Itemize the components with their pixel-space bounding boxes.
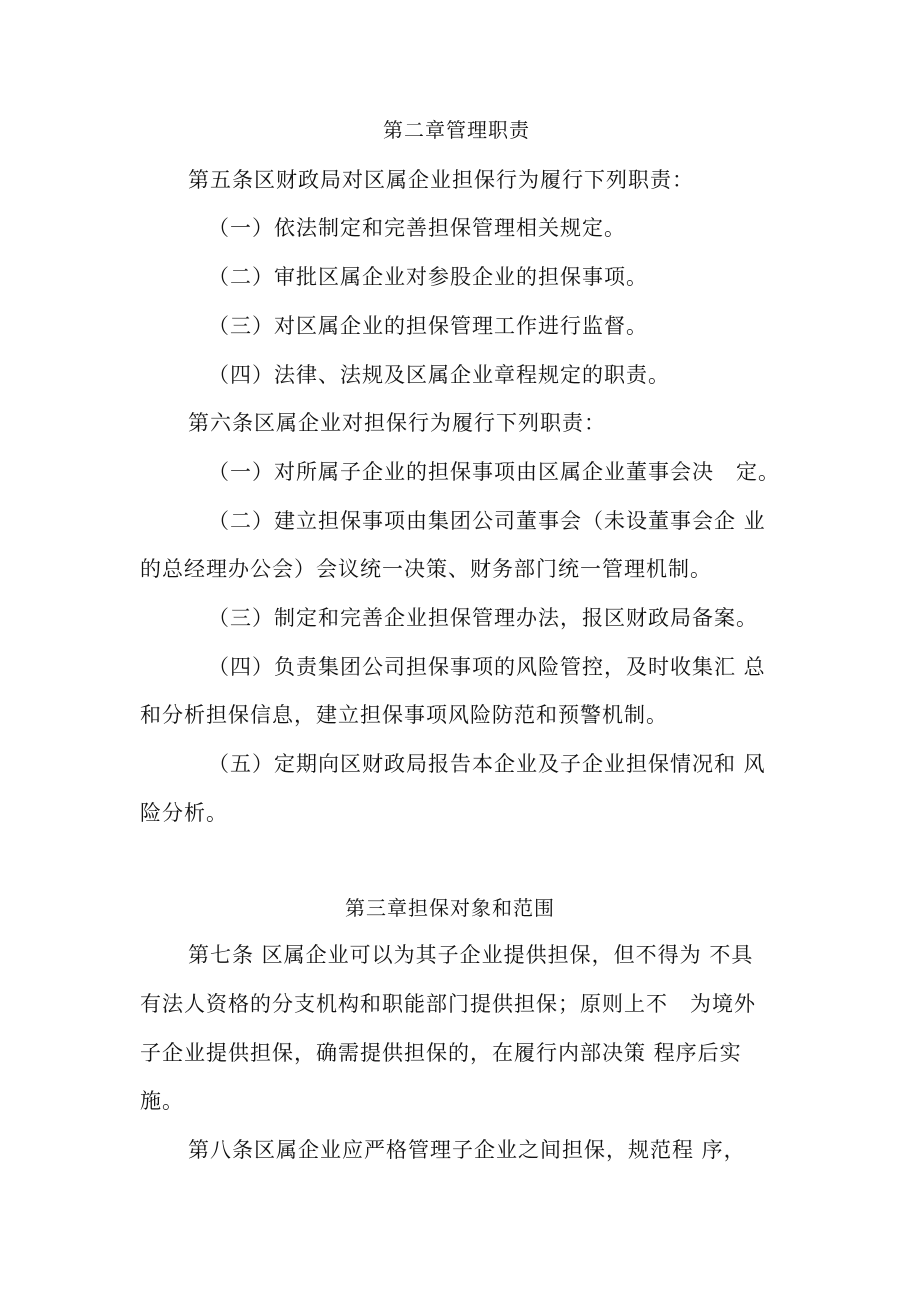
article-6-item-2-line-1: （二）建立担保事项由集团公司董事会（未设董事会企 业: [208, 509, 766, 533]
article-7-line-2: 有法人资格的分支机构和职能部门提供担保；原则上不 为境外: [140, 992, 756, 1016]
article-7-line-4: 施。: [140, 1089, 184, 1113]
article-6-item-3: （三）制定和完善企业担保管理办法，报区财政局备案。: [208, 606, 758, 630]
article-6-item-1: （一）对所属子企业的担保事项由区属企业董事会决 定。: [208, 460, 780, 484]
article-6-item-5-line-2: 险分析。: [140, 801, 228, 825]
chapter-3-heading: 第三章担保对象和范围: [345, 896, 555, 920]
article-6-item-4-line-1: （四）负责集团公司担保事项的风险管控，及时收集汇 总: [208, 655, 766, 679]
article-7-line-3: 子企业提供担保，确需提供担保的，在履行内部决策 程序后实: [140, 1041, 742, 1065]
article-6-item-5-line-1: （五）定期向区财政局报告本企业及子企业担保情况和 风: [208, 752, 766, 776]
chapter-2-heading: 第二章管理职责: [383, 118, 530, 142]
article-6-item-2-line-2: 的总经理办公会）会议统一决策、财务部门统一管理机制。: [140, 557, 712, 581]
article-7-line-1: 第七条 区属企业可以为其子企业提供担保，但不得为 不具: [188, 943, 754, 967]
article-5-intro: 第五条区财政局对区属企业担保行为履行下列职责：: [188, 168, 694, 192]
article-8-line-1: 第八条区属企业应严格管理子企业之间担保，规范程 序，: [188, 1138, 746, 1162]
article-5-item-3: （三）对区属企业的担保管理工作进行监督。: [208, 314, 648, 338]
article-6-intro: 第六条区属企业对担保行为履行下列职责：: [188, 411, 606, 435]
article-6-item-4-line-2: 和分析担保信息，建立担保事项风险防范和预警机制。: [140, 703, 668, 727]
article-5-item-2: （二）审批区属企业对参股企业的担保事项。: [208, 265, 648, 289]
article-5-item-4: （四）法律、法规及区属企业章程规定的职责。: [208, 363, 670, 387]
article-5-item-1: （一）依法制定和完善担保管理相关规定。: [208, 216, 626, 240]
